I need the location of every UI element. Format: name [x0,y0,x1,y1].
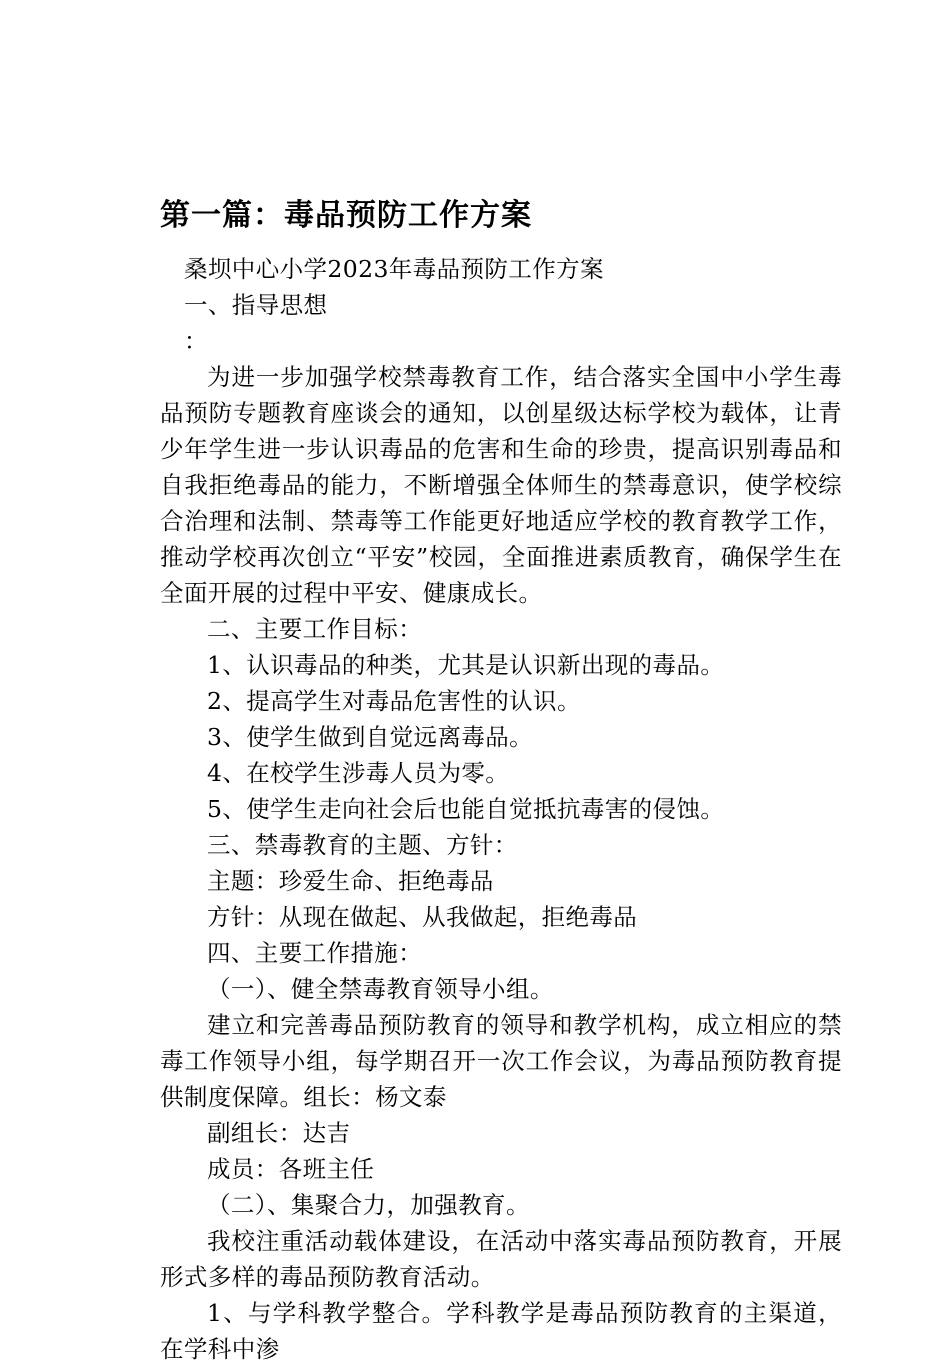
paragraph: 建立和完善毒品预防教育的领导和教学机构，成立相应的禁毒工作领导小组，每学期召开一次工作会议，为毒品预防教育提供制度保障。组长：杨文泰 [160,1011,842,1111]
paragraph: 3、使学生做到自觉远离毒品。 [207,723,534,751]
paragraph: 成员：各班主任 [207,1155,375,1183]
paragraph: 为进一步加强学校禁毒教育工作，结合落实全国中小学生毒品预防专题教育座谈会的通知，以创星级达标学校为载体，让青少年学生进一步认识毒品的危害和生命的珍贵，提高识别毒品和自我拒绝毒品的能力，不断增强全体师生的禁毒意识，使学校综合治理和法制、禁毒等工作能更好地适应学校的教育教学工作，推动学校再次创立“平安”校园，全面推进素质教育，确保学生在全面开展的过程中平安、健康成长。 [160,363,842,607]
paragraph: （一）、健全禁毒教育领导小组。 [207,975,554,1003]
document-body [160,251,842,1367]
paragraph: 4、在校学生涉毒人员为零。 [207,759,510,787]
paragraph: 副组长：达吉 [207,1119,351,1147]
paragraph: 2、提高学生对毒品危害性的认识。 [207,687,581,715]
paragraph: 三、禁毒教育的主题、方针： [207,831,518,859]
paragraph: 二、主要工作目标： [207,615,423,643]
paragraph: （二）、集聚合力，加强教育。 [207,1191,530,1219]
paragraph: 5、使学生走向社会后也能自觉抵抗毒害的侵蚀。 [207,795,725,823]
paragraph: 方针：从现在做起、从我做起，拒绝毒品 [207,903,638,931]
paragraph: 我校注重活动载体建设，在活动中落实毒品预防教育，开展形式多样的毒品预防教育活动。 [160,1227,842,1291]
paragraph: 1、与学科教学整合。学科教学是毒品预防教育的主渠道，在学科中渗 [160,1299,842,1363]
paragraph: 四、主要工作措施： [207,939,423,967]
paragraph: 主题：珍爱生命、拒绝毒品 [207,867,494,895]
paragraph: 一、指导思想 [184,291,328,319]
page-title: 第一篇：毒品预防工作方案 [160,198,532,233]
paragraph: 1、认识毒品的种类，尤其是认识新出现的毒品。 [207,651,725,679]
paragraph: ： [184,327,208,355]
paragraph: 桑坝中心小学2023年毒品预防工作方案 [184,255,604,283]
